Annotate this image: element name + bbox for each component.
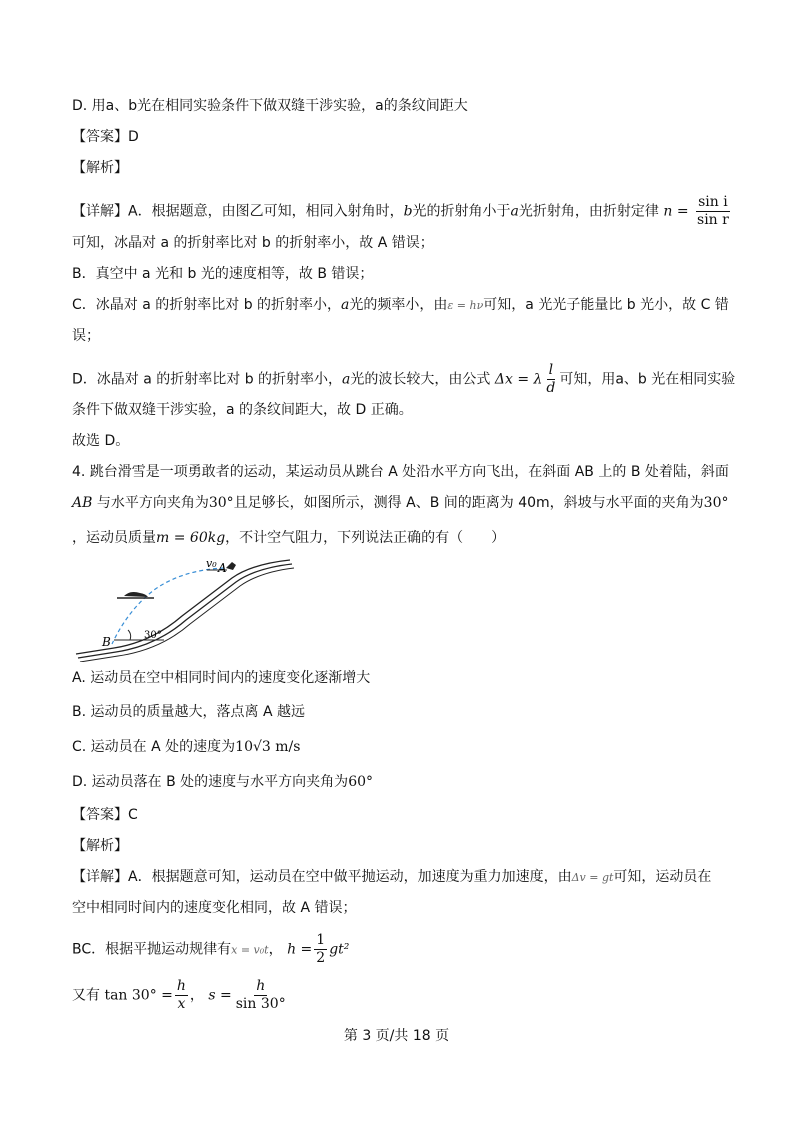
point-a-label: A [218, 561, 227, 575]
fraction-h-x [175, 978, 188, 1013]
point-b-label: B [102, 635, 111, 649]
denominator: x [177, 996, 186, 1012]
option-a: A. 运动员在空中相同时间内的速度变化逐渐增大 [72, 670, 371, 686]
option-b: B. 运动员的质量越大，落点离 A 越远 [72, 704, 305, 720]
option-c [72, 737, 723, 757]
tan-eq: tan 30° = [104, 987, 173, 1004]
slope-label: AB [72, 495, 93, 511]
angle-value: 30° [208, 495, 234, 511]
angle-value: 30° [703, 495, 729, 511]
detail-b-line: B．真空中 a 光和 b 光的速度相等，故 B 错误； [72, 266, 374, 282]
page-footer: 第 3 页/共 18 页 [343, 1028, 450, 1044]
velocity-change-eq: Δv = gt [571, 871, 614, 884]
text-seg: 与水平方向夹角为 [96, 495, 209, 511]
analysis-2-heading: 【解析】 [72, 838, 128, 854]
text-seg: ，不计空气阻力，下列说法正确的有（ ） [225, 530, 506, 546]
text-seg: 光的频率小，由 [349, 297, 448, 313]
numerator: 1 [316, 932, 326, 948]
skier-at-a-icon [226, 562, 236, 570]
option-d-line: D. 用a、b光在相同实验条件下做双缝干涉实验，a的条纹间距大 [72, 98, 468, 114]
detail-c-line [72, 295, 729, 316]
detail-a-line-2: 可知，冰晶对 a 的折射率比对 b 的折射率小，故 A 错误； [72, 235, 434, 251]
denominator: 2 [316, 950, 326, 966]
detail-d-line [72, 362, 736, 397]
text-seg: 可知，用a、b 光在相同实验 [559, 371, 736, 388]
text-seg: D．冰晶对 a 的折射率比对 b 的折射率小， [72, 371, 343, 388]
s-eq: s = [208, 987, 232, 1004]
answer-2: 【答案】C [72, 807, 138, 823]
var-a: a [341, 297, 350, 313]
fraction-half [314, 932, 327, 967]
question-4-line-1: 4. 跳台滑雪是一项勇敢者的运动，某运动员从跳台 A 处沿水平方向飞出，在斜面 AB 上的 B 处着陆，斜面 [72, 464, 729, 480]
fraction-h-sin30 [234, 978, 288, 1013]
detail-2a-line [72, 867, 723, 888]
text-seg: 可知，运动员在 [613, 869, 712, 885]
denominator: d [546, 380, 556, 396]
option-d [72, 772, 723, 792]
text-seg: 【详解】A．根据题意可知，运动员在空中做平抛运动，加速度为重力加速度，由 [72, 869, 572, 885]
analysis-1-heading: 【解析】 [72, 160, 128, 176]
numerator: sin i [698, 194, 728, 210]
var-b: b [403, 203, 413, 220]
text-seg: ，运动员质量 [72, 530, 156, 546]
text-seg: 且足够长，如图所示，测得 A、B 间的距离为 40m，斜坡与水平面的夹角为 [233, 495, 704, 511]
mass-value: m = 60kg [156, 530, 226, 546]
ski-jump-figure [72, 556, 297, 662]
refraction-eq: n = [663, 203, 689, 220]
var-a: a [510, 203, 519, 220]
angle-label: 30° [144, 630, 162, 641]
fraction-sini-sinr [695, 194, 731, 229]
detail-c-line-2: 误； [72, 328, 100, 344]
numerator: h [256, 978, 266, 994]
detail-bc-line [72, 932, 723, 967]
text-seg: ， [189, 987, 204, 1004]
answer-1: 【答案】D [72, 129, 139, 145]
text-seg: 光折射角，由折射定律 [518, 203, 659, 220]
detail-tan-line [72, 978, 723, 1013]
detail-d-line-2: 条件下做双缝干涉实验，a 的条纹间距大，故 D 正确。 [72, 402, 413, 418]
angle-arc [128, 630, 131, 640]
fringe-eq: Δx = λ [494, 371, 543, 388]
question-4-line-2 [72, 493, 729, 513]
numerator: h [176, 978, 186, 994]
numerator: l [548, 362, 554, 378]
denominator: sin r [697, 212, 729, 228]
choose-d: 故选 D。 [72, 433, 130, 449]
text-seg: 可知，a 光光子能量比 b 光小，故 C 错 [483, 297, 729, 313]
detail-2a-line-2: 空中相同时间内的速度变化相同，故 A 错误； [72, 900, 357, 916]
text-seg: C. 运动员在 A 处的速度为 [72, 739, 236, 755]
text-seg: C．冰晶对 a 的折射率比对 b 的折射率小， [72, 297, 342, 313]
gt-squared: gt² [329, 941, 350, 958]
text-seg: 光的波长较大，由公式 [350, 371, 491, 388]
v0-label: v₀ [206, 557, 217, 570]
detail-a-line [72, 194, 729, 229]
h-eq: h = [287, 941, 313, 958]
photon-energy-eq: ε = hν [447, 299, 484, 312]
skier-icon [124, 592, 148, 597]
text-seg: 光的折射角小于 [412, 203, 511, 220]
angle-value: 60° [348, 774, 374, 790]
text-seg: ， [268, 941, 283, 958]
fraction-l-d [544, 362, 557, 397]
question-4-line-3 [72, 528, 723, 548]
denominator: sin 30° [235, 996, 286, 1012]
text-seg: 【详解】A．根据题意，由图乙可知，相同入射角时， [72, 203, 404, 220]
text-seg: D. 运动员落在 B 处的速度与水平方向夹角为 [72, 774, 349, 790]
var-a: a [342, 371, 351, 388]
text-seg: BC．根据平抛运动规律有 [72, 941, 232, 958]
speed-value: 10√3 m/s [235, 739, 301, 755]
x-eq: x = v₀t [231, 943, 269, 957]
text-seg: 又有 [72, 987, 100, 1004]
